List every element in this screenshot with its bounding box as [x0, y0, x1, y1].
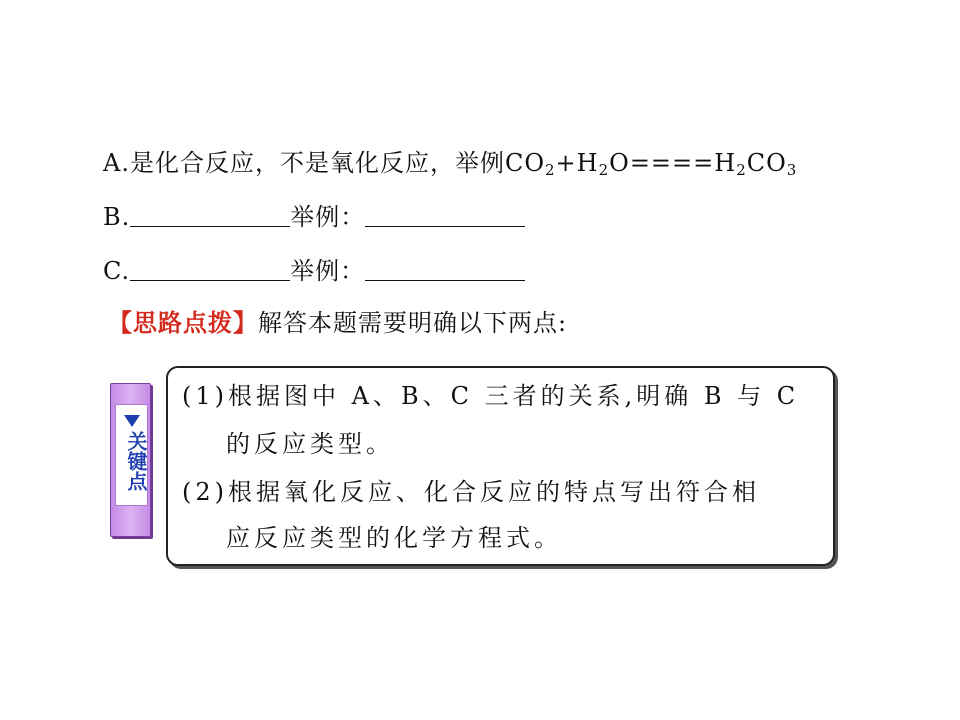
- key-point-tab-label: 关键点: [124, 431, 148, 491]
- option-b-line: [103, 202, 525, 232]
- option-b-example-label: 举例：: [290, 203, 366, 231]
- key-point-tab: [110, 383, 151, 537]
- hint-text: 解答本题需要明确以下两点:: [258, 309, 568, 337]
- option-b-blank-type[interactable]: [130, 204, 290, 227]
- option-a-sub4: 3: [786, 161, 798, 179]
- option-a-line: [103, 148, 797, 178]
- hint-label: 【思路点拨】: [108, 308, 258, 337]
- option-a-sub2: 2: [598, 161, 610, 179]
- point-1-line-1: (1)根据图中 A、B、C 三者的关系,明确 B 与 C: [182, 382, 800, 410]
- option-b-label: B.: [103, 203, 131, 231]
- option-c-label: C.: [103, 257, 131, 285]
- point-2-line-1: (2)根据氧化反应、化合反应的特点写出符合相: [182, 478, 760, 506]
- option-c-blank-example[interactable]: [365, 258, 525, 281]
- key-point-tab-inner: [115, 404, 148, 506]
- key-point-box: [166, 366, 835, 566]
- point-1-line-2: 的反应类型。: [226, 430, 394, 458]
- option-c-example-label: 举例：: [290, 257, 366, 285]
- option-a-sub1: 2: [545, 161, 556, 179]
- option-a-mid1: +H: [555, 149, 599, 177]
- hint-line: [108, 308, 567, 338]
- option-b-blank-example[interactable]: [365, 204, 525, 227]
- option-a-prefix: A.是化合反应，不是氧化反应，举例CO: [103, 149, 545, 177]
- point-2-line-2: 应反应类型的化学方程式。: [226, 524, 562, 552]
- down-triangle-icon: [124, 415, 140, 427]
- option-a-mid3: CO: [746, 149, 787, 177]
- option-a-mid2: O====H: [609, 149, 737, 177]
- option-c-line: [103, 256, 525, 286]
- option-a-sub3: 2: [736, 161, 747, 179]
- option-c-blank-type[interactable]: [130, 258, 290, 281]
